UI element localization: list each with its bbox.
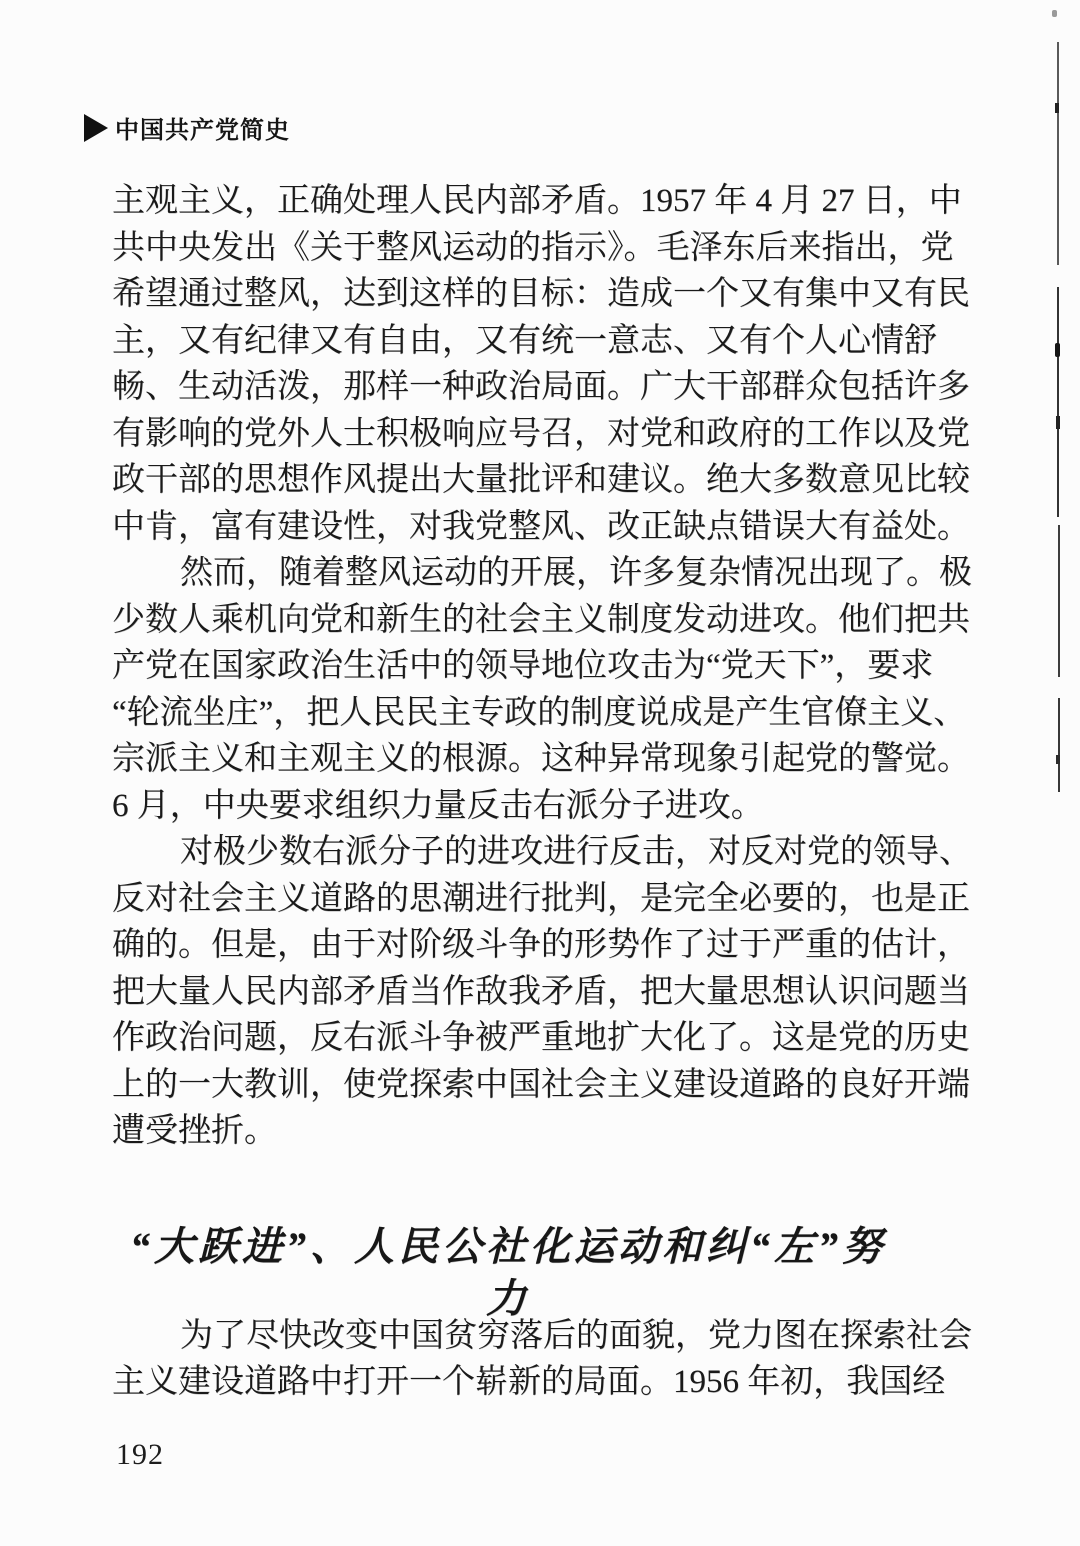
scan-artifact-tick (1055, 103, 1059, 113)
text-line: 有影响的党外人士积极响应号召，对党和政府的工作以及党 (112, 415, 970, 452)
page-number: 192 (116, 1438, 164, 1471)
scan-artifact-line (1057, 287, 1059, 517)
paragraph-group (112, 1313, 972, 1406)
scan-artifact-tick (1055, 343, 1060, 357)
text-line: 政干部的思想作风提出大量批评和建议。绝大多数意见比较 (112, 462, 970, 498)
text-line: 主义建设道路中打开一个崭新的局面。1956 年初，我国经 (112, 1364, 946, 1400)
text-line: 6 月，中央要求组织力量反击右派分子进攻。 (112, 787, 764, 824)
paragraph (112, 829, 972, 1155)
scan-speck (1052, 10, 1057, 17)
text-line: 反对社会主义道路的思潮进行批判，是完全必要的，也是正 (112, 880, 970, 917)
text-line: 畅、生动活泼，那样一种政治局面。广大干部群众包括许多 (112, 369, 970, 405)
text-line: 为了尽快改变中国贫穷落后的面貌，党力图在探索社会 (180, 1317, 972, 1354)
text-line: 主，又有纪律又有自由，又有统一意志、又有个人心情舒 (112, 322, 937, 359)
scan-artifact-line (1058, 698, 1060, 792)
text-line: 中肯，富有建设性，对我党整风、改正缺点错误大有益处。 (112, 508, 970, 545)
book-title: 中国共产党简史 (115, 117, 290, 144)
text-line: 少数人乘机向党和新生的社会主义制度发动进攻。他们把共 (112, 601, 970, 638)
paragraph (112, 178, 970, 550)
text-line: 上的一大教训，使党探索中国社会主义建设道路的良好开端 (112, 1066, 970, 1103)
page-body (112, 178, 972, 1406)
text-line: 然而，随着整风运动的开展，许多复杂情况出现了。极 (180, 555, 972, 591)
paragraph (112, 550, 972, 829)
text-line: 主观主义，正确处理人民内部矛盾。1957 年 4 月 27 日，中 (112, 183, 962, 219)
paragraph (112, 1313, 972, 1406)
scan-artifact-tick (1056, 755, 1060, 764)
text-line: 确的。但是，由于对阶级斗争的形势作了过于严重的估计， (112, 927, 970, 963)
text-line: 遭受挫折。 (112, 1113, 277, 1149)
scan-artifact-line (1058, 525, 1060, 677)
text-line: 对极少数右派分子的进攻进行反击，对反对党的领导、 (180, 834, 972, 870)
text-line: 共中央发出《关于整风运动的指示》。毛泽东后来指出，党 (112, 229, 954, 266)
text-line: “轮流坐庄”，把人民民主专政的制度说成是产生官僚主义、 (112, 694, 967, 731)
paragraph-group (112, 178, 972, 1155)
text-line: 把大量人民内部矛盾当作敌我矛盾，把大量思想认识问题当 (112, 973, 970, 1010)
running-header (84, 110, 290, 145)
scan-artifact-tick (1056, 416, 1060, 429)
text-line: 产党在国家政治生活中的领导地位攻击为“党天下”，要求 (112, 648, 934, 684)
section-heading: “大跃进”、人民公社化运动和纠“左”努力 (130, 1223, 886, 1321)
scan-artifact-line (1057, 42, 1059, 265)
text-line: 希望通过整风，达到这样的目标：造成一个又有集中又有民 (112, 276, 970, 312)
text-line: 作政治问题，反右派斗争被严重地扩大化了。这是党的历史 (112, 1020, 970, 1056)
text-line: 宗派主义和主观主义的根源。这种异常现象引起党的警觉。 (112, 741, 970, 777)
right-triangle-icon (84, 114, 108, 142)
